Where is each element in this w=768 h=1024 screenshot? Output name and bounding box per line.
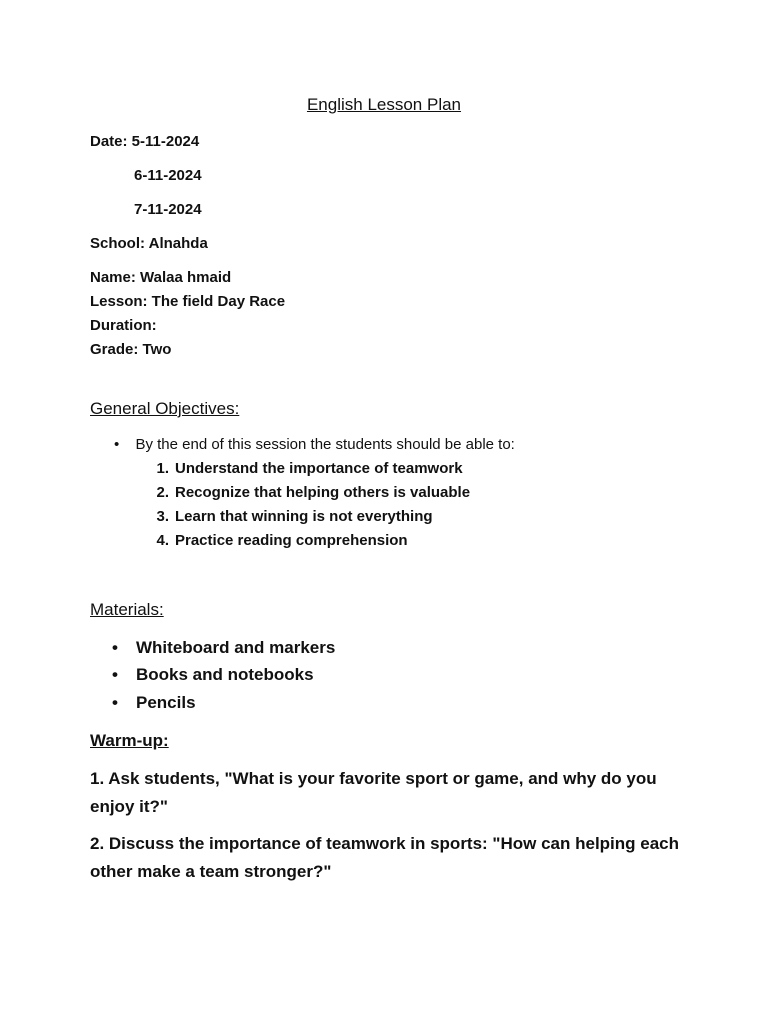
duration-line: Duration: <box>90 317 157 334</box>
date-line: Date: 5-11-2024 <box>90 133 200 150</box>
bullet-icon: • <box>112 693 118 712</box>
warmup-heading: Warm-up: <box>90 731 169 750</box>
lesson-line: Lesson: The field Day Race <box>90 293 286 310</box>
bullet-icon: • <box>112 638 118 657</box>
materials-heading: Materials: <box>90 600 164 619</box>
objectives-intro <box>114 436 515 453</box>
warmup-question-2: 2. Discuss the importance of teamwork in sports: "How can helping each other make a team stronger?" <box>90 834 680 881</box>
objectives-heading: General Objectives: <box>90 399 240 418</box>
warmup-question-1: 1. Ask students, "What is your favorite sport or game, and why do you enjoy it?" <box>90 769 657 816</box>
grade-line: Grade: Two <box>90 341 172 358</box>
school-line: School: Alnahda <box>90 235 208 252</box>
name-line: Name: Walaa hmaid <box>90 269 232 286</box>
date-line-2: 6-11-2024 <box>134 167 202 184</box>
bullet-icon: • <box>114 436 120 453</box>
page-title: English Lesson Plan <box>306 95 462 114</box>
bullet-icon: • <box>112 665 118 684</box>
document-page: English Lesson Plan Date: 5-11-2024 6-11-2024 7-11-2024 School: Alnahda Name: Walaa hmaid Lesson: The field Day Race Duration: Grade: Two General Objectives: • By the end of this session the students should be able to: 1. Understand the importance of teamwork 2. Recognize that helping others is valuable 3. Learn that winning is not everything 4. Practice reading comprehension Materials: • Whiteboard and markers • Books and notebooks • Pencils Warm-up: 1. Ask students, "What is your favorite sport or game, and why do you enjoy it?" 2. Discuss the importance of teamwork in sports: "How can helping each other make a team stronger?" <box>0 0 768 1024</box>
date-line-3: 7-11-2024 <box>134 201 202 218</box>
objectives-intro-text: By the end of this session the students should be able to: <box>135 436 515 453</box>
